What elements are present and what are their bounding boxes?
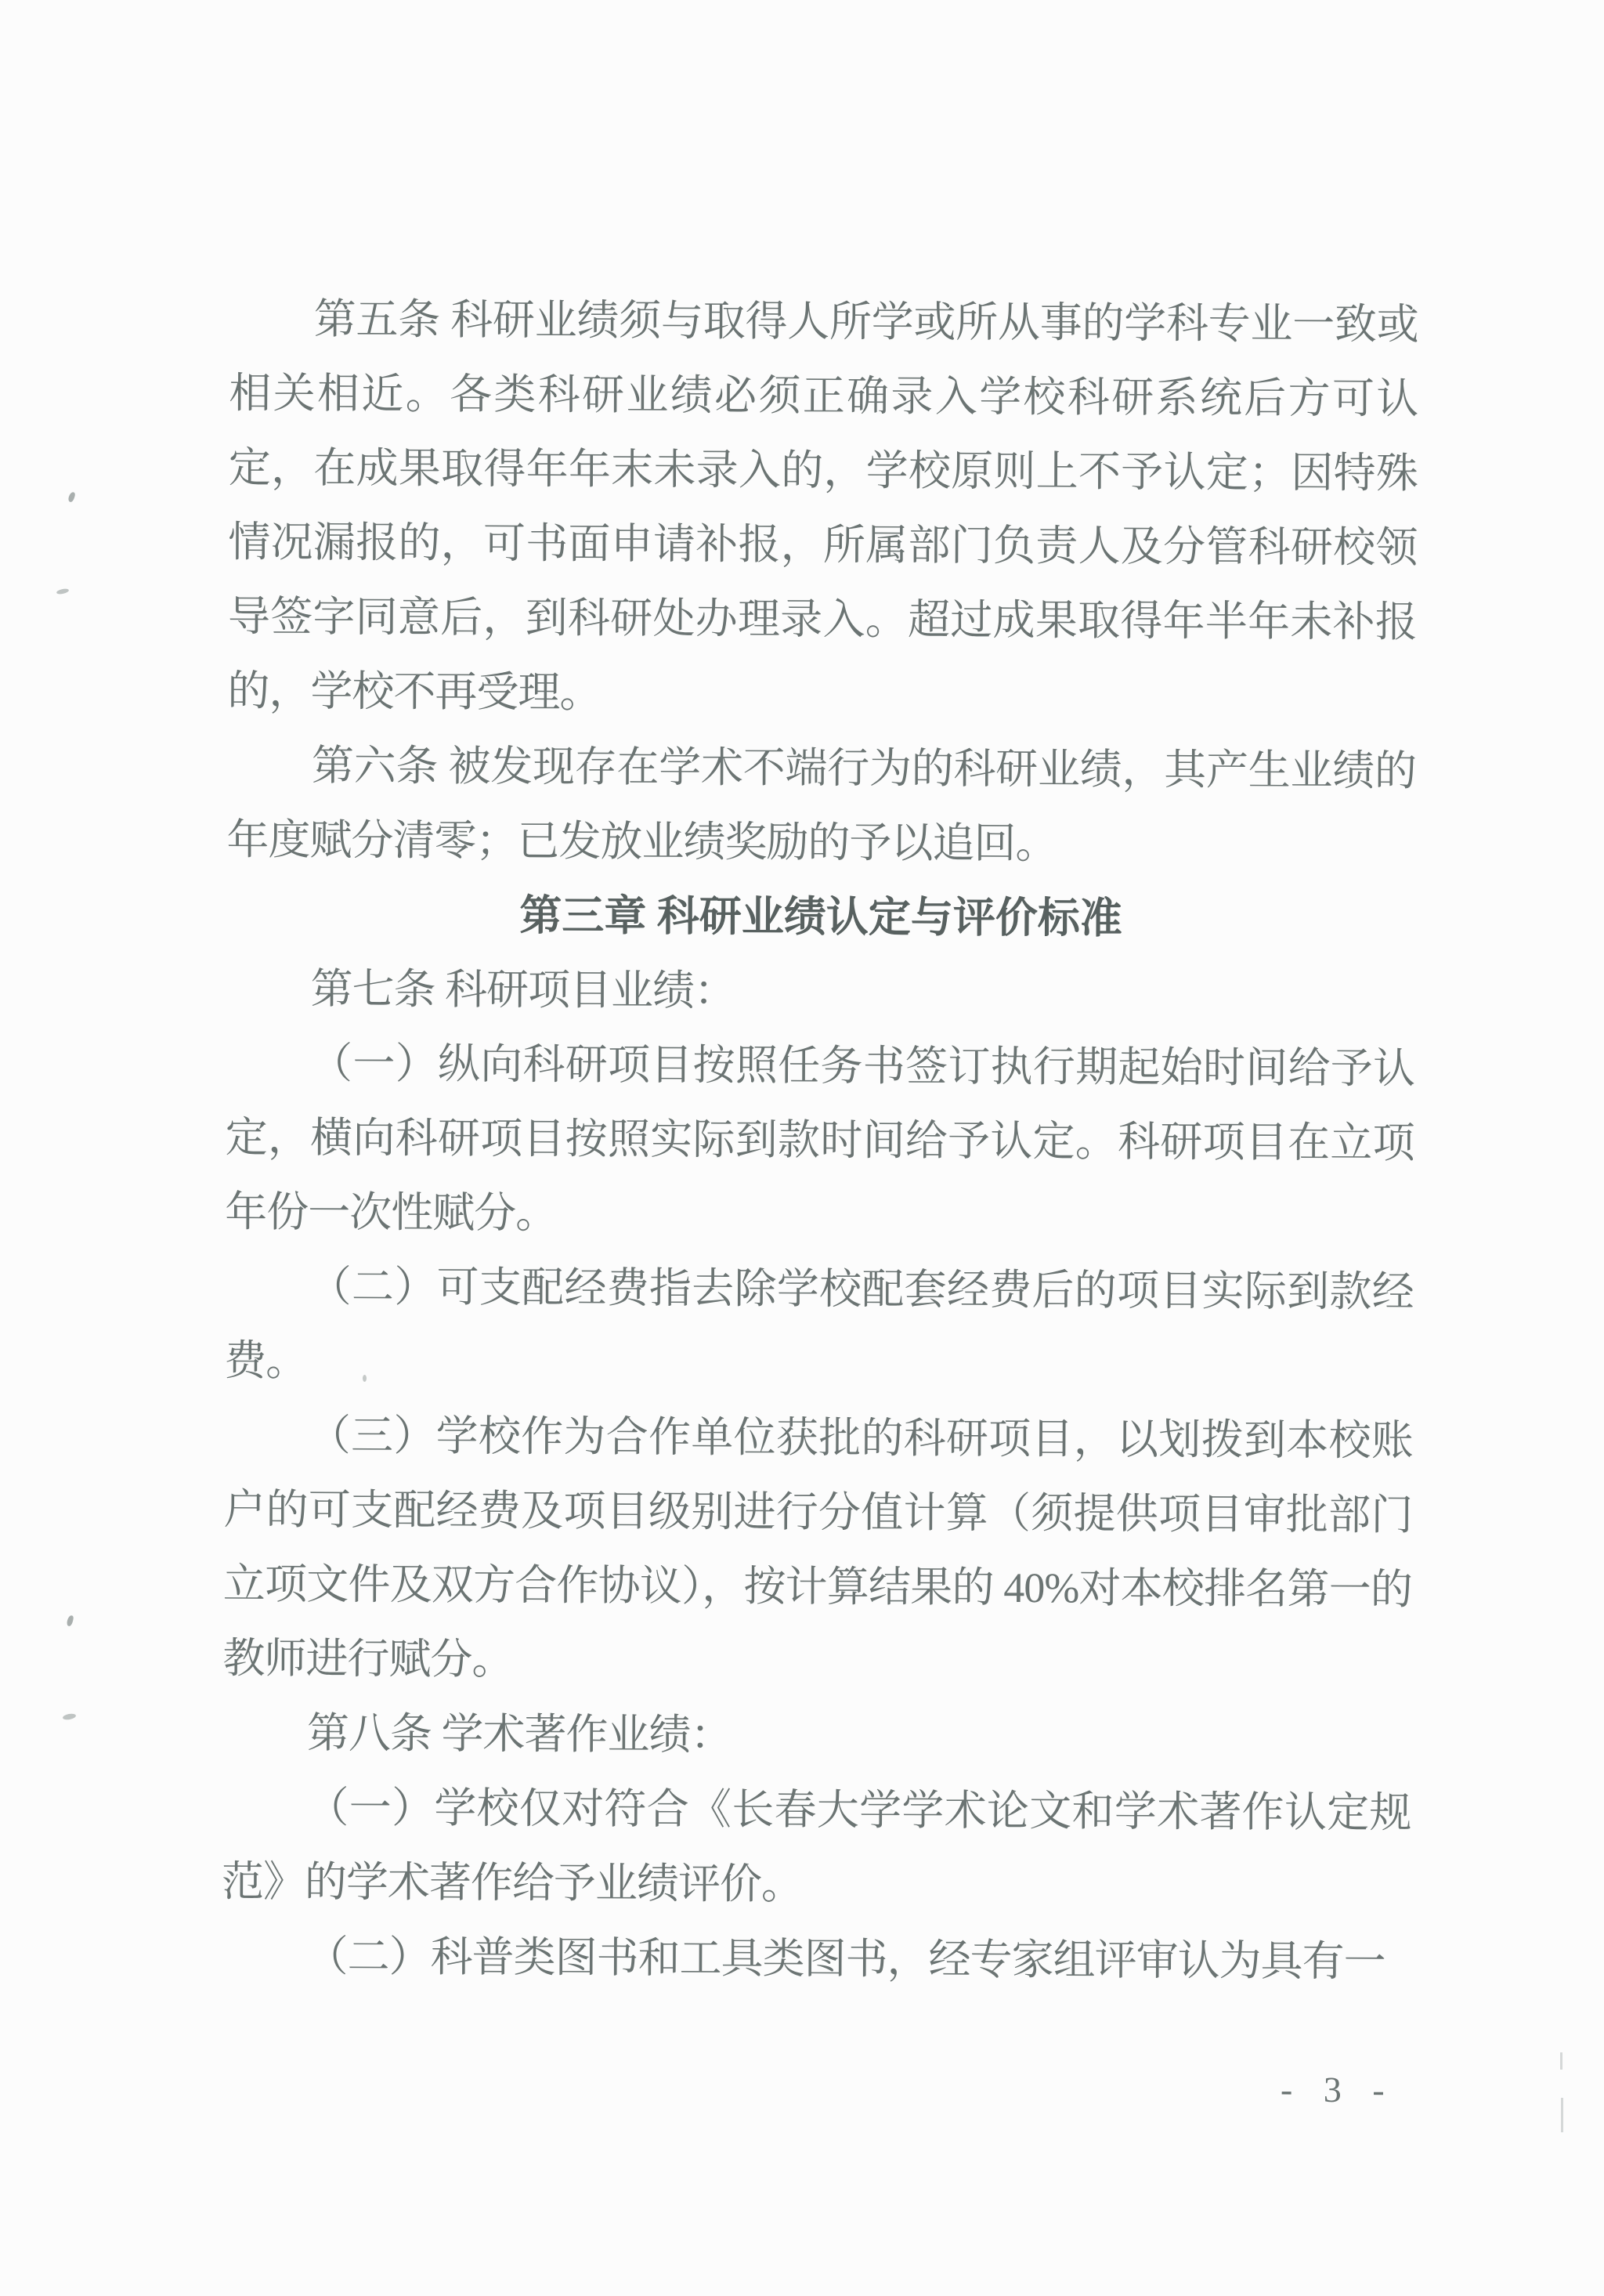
paragraph: （三）学校作为合作单位获批的科研项目，以划拨到本校账户的可支配经费及项目级别进行分值计算（须提供项目审批部门立项文件及双方合作协议），按计算结果的 40%对本校排名第一的教师进行赋分。 (222, 1412, 1413, 1683)
scan-speck (66, 1614, 74, 1626)
scan-speck (67, 491, 76, 503)
scan-edge-artifact (1560, 2052, 1562, 2070)
paragraph: 第六条 被发现存在学术不端行为的科研业绩，其产生业绩的年度赋分清零；已发放业绩奖励的予以追回。 (226, 742, 1417, 868)
paragraph: （二）科普类图书和工具类图书，经专家组评审认为具有一 (305, 1933, 1385, 1986)
paragraph: 第五条 科研业绩须与取得人所学或所从事的学科专业一致或相关相近。各类科研业绩必须正确录入学校科研系统后方可认定，在成果取得年年末未录入的，学校原则上不予认定；因特殊情况漏报的，可书面申请补报，所属部门负责人及分管科研校领导签字同意后，到科研处办理录入。超过成果取得年半年未补报的，学校不再受理。 (227, 295, 1418, 717)
paragraph: 第七条 科研项目业绩： (310, 965, 736, 1015)
chapter-heading: 第三章 科研业绩认定与评价标准 (519, 891, 1122, 942)
paragraph: （一）纵向科研项目按照任务书签订执行期起始时间给予认定，横向科研项目按照实际到款时间给予认定。科研项目在立项年份一次性赋分。 (225, 1040, 1415, 1238)
scan-speck (63, 1713, 77, 1721)
scan-edge-artifact (1561, 2098, 1563, 2132)
scan-speck (363, 1375, 367, 1382)
document-text-block (221, 282, 1418, 1999)
paragraph: （一）学校仅对符合《长春大学学术论文和学术著作认定规范》的学术著作给予业绩评价。 (221, 1784, 1411, 1908)
page-number: - 3 - (1281, 2069, 1396, 2110)
paragraph: 第八条 学术著作业绩： (306, 1709, 732, 1759)
paragraph: （二）可支配经费指去除学校配套经费后的项目实际到款经费。 (224, 1263, 1414, 1385)
scan-speck (56, 588, 70, 595)
